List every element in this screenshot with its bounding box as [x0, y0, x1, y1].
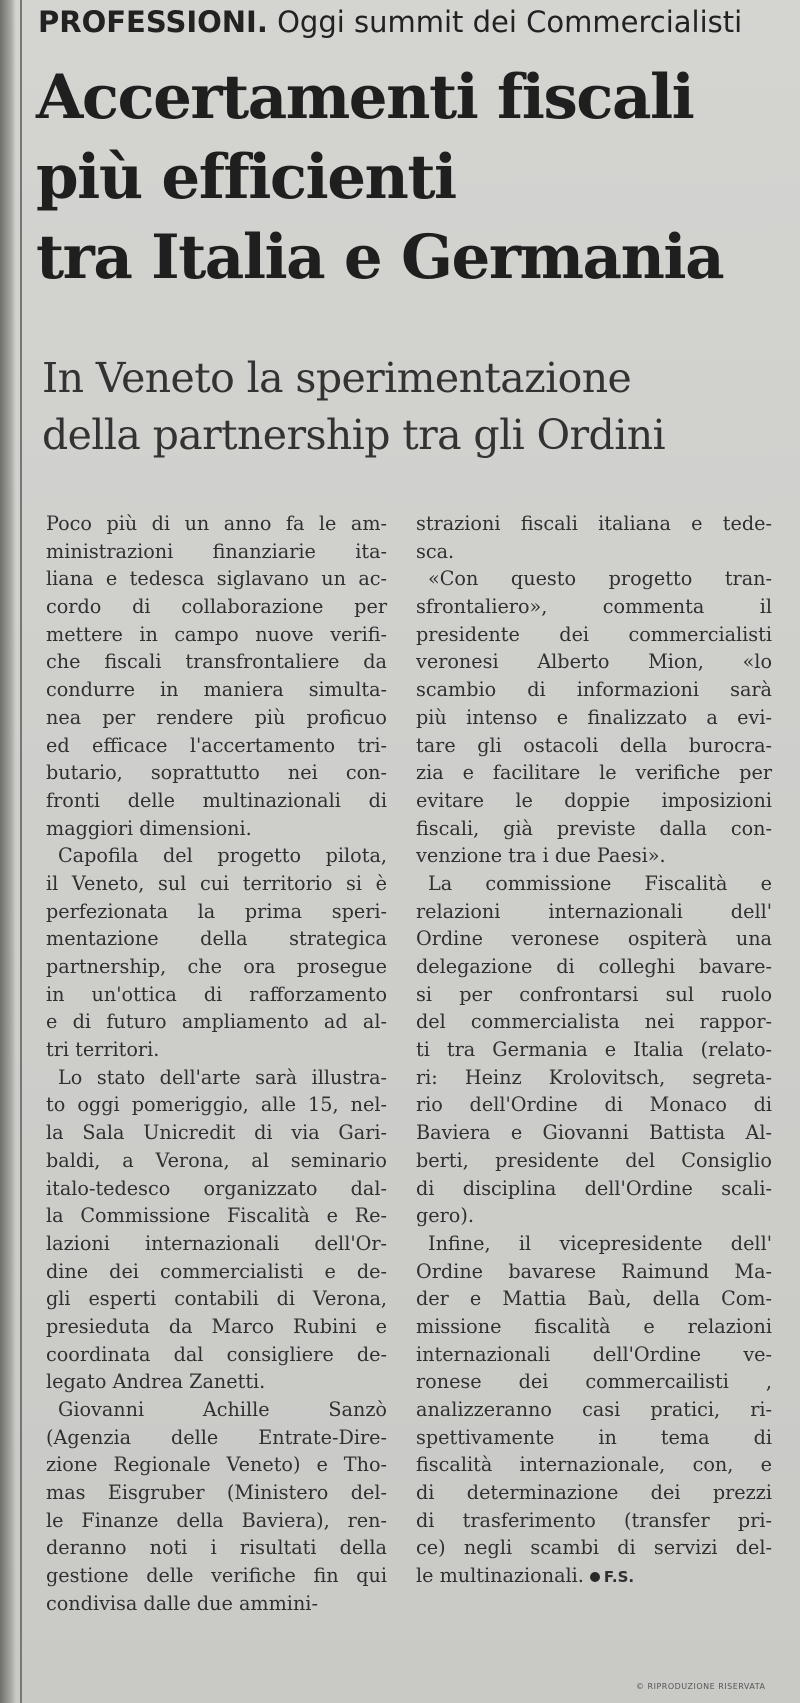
text-line: spettivamente in tema di — [416, 1425, 772, 1449]
headline-line: tra Italia e Germania — [36, 222, 724, 293]
text-line: condurre in maniera simulta- — [46, 678, 387, 702]
text-line: di determinazione dei prezzi — [416, 1481, 772, 1505]
kicker-text: Oggi summit dei Commercialisti — [277, 5, 743, 39]
text-line: gero). — [416, 1204, 474, 1228]
text-line: partnership, che ora prosegue — [46, 955, 387, 978]
text-line: rio dell'Ordine di Monaco di — [416, 1093, 772, 1117]
text-line: internazionali dell'Ordine ve- — [416, 1342, 772, 1366]
text-line: ce) negli scambi di servizi del- — [416, 1536, 772, 1560]
text-line: Ordine bavarese Raimund Ma- — [416, 1259, 772, 1283]
text-line: Poco più di un anno fa le am- — [46, 512, 387, 535]
text-line: baldi, a Verona, al seminario — [46, 1148, 387, 1172]
text-line: mas Eisgruber (Ministero del- — [46, 1481, 387, 1505]
text-line: lazioni internazionali dell'Or- — [46, 1231, 387, 1255]
text-line: «Con questo progetto tran- — [428, 567, 772, 591]
page-fold-shadow — [0, 0, 16, 1703]
text-line: legato Andrea Zanetti. — [46, 1370, 266, 1394]
text-line: mentazione della strategica — [46, 927, 387, 951]
column-rule — [20, 0, 22, 1703]
text-line: Giovanni Achille Sanzò — [58, 1398, 387, 1421]
text-line: gli esperti contabili di Verona, — [46, 1287, 387, 1311]
text-line: la Commissione Fiscalità e Re- — [46, 1204, 387, 1228]
subheadline — [42, 350, 782, 464]
text-line: condivisa dalle due ammini- — [46, 1591, 318, 1615]
text-line: Capofila del progetto pilota, — [58, 844, 387, 868]
text-line: missione fiscalità e relazioni — [416, 1314, 772, 1338]
text-line: mettere in campo nuove verifi- — [46, 622, 387, 646]
text-line: deranno noti i risultati della — [46, 1536, 387, 1560]
text-line: delegazione di colleghi bavare- — [416, 955, 772, 978]
text-line: coordinata dal consigliere de- — [46, 1342, 387, 1366]
text-line: in un'ottica di rafforzamento — [46, 982, 387, 1006]
text-line: e di futuro ampliamento ad al- — [46, 1010, 387, 1034]
text-line: evitare le doppie imposizioni — [416, 788, 772, 812]
text-line: Baviera e Giovanni Battista Al- — [416, 1121, 772, 1145]
text-line: Infine, il vicepresidente dell' — [428, 1231, 772, 1255]
text-line: di disciplina dell'Ordine scali- — [416, 1176, 772, 1200]
headline-line: Accertamenti fiscali — [36, 62, 694, 133]
text-line: der e Mattia Baù, della Com- — [416, 1287, 772, 1311]
text-line: gestione delle verifiche fin qui — [46, 1564, 387, 1588]
text-line: presieduta da Marco Rubini e — [46, 1314, 387, 1338]
text-line: Lo stato dell'arte sarà illustra- — [58, 1065, 387, 1089]
text-line: dine dei commercialisti e de- — [46, 1259, 387, 1283]
text-line: berti, presidente del Consiglio — [416, 1148, 772, 1172]
text-line: fiscalità internazionale, con, e — [416, 1453, 772, 1477]
text-line: del commercialista nei rappor- — [416, 1010, 772, 1034]
text-line: (Agenzia delle Entrate-Dire- — [46, 1425, 387, 1449]
text-line: tri territori. — [46, 1038, 160, 1062]
text-line: venzione tra i due Paesi». — [416, 844, 666, 868]
text-line: ministrazioni finanziarie ita- — [46, 539, 387, 563]
text-line: liana e tedesca siglavano un ac- — [46, 567, 387, 591]
end-bullet-icon — [590, 1572, 600, 1582]
text-line: più intenso e finalizzato a evi- — [416, 705, 772, 729]
text-line: veronesi Alberto Mion, «lo — [416, 650, 772, 674]
subhead-line: della partnership tra gli Ordini — [42, 411, 666, 459]
text-line: Ordine veronese ospiterà una — [416, 927, 772, 951]
text-line: presidente dei commercialisti — [416, 622, 772, 646]
text-line: ronese dei commercailisti , — [416, 1370, 772, 1394]
text-line: relazioni internazionali dell' — [416, 899, 772, 923]
body-column-1 — [46, 510, 387, 1618]
author-signature: F.S. — [603, 1568, 635, 1587]
headline — [36, 58, 796, 298]
text-line: sca. — [416, 539, 455, 563]
text-line — [416, 1562, 772, 1590]
text-line: butario, soprattutto nei con- — [46, 761, 387, 785]
text-line: maggiori dimensioni. — [46, 816, 252, 840]
text-line: cordo di collaborazione per — [46, 595, 387, 619]
text-line: fronti delle multinazionali di — [46, 788, 387, 812]
copyright-notice: © RIPRODUZIONE RISERVATA — [636, 1682, 766, 1691]
text-line: la Sala Unicredit di via Gari- — [46, 1121, 387, 1145]
text-line: ti tra Germania e Italia (relato- — [416, 1038, 772, 1062]
subhead-line: In Veneto la sperimentazione — [42, 354, 632, 402]
text-line: scambio di informazioni sarà — [416, 678, 772, 702]
text-line: italo-tedesco organizzato dal- — [46, 1176, 387, 1200]
text-line: analizzeranno casi pratici, ri- — [416, 1398, 772, 1421]
text-line: fiscali, già previste dalla con- — [416, 816, 772, 840]
text-line: ed efficace l'accertamento tri- — [46, 733, 387, 757]
text-line: La commissione Fiscalità e — [428, 871, 772, 895]
text-line: tare gli ostacoli della burocra- — [416, 733, 772, 757]
text-line: nea per rendere più proficuo — [46, 705, 387, 729]
line-text: le multinazionali. — [416, 1564, 584, 1588]
text-line: zione Regionale Veneto) e Tho- — [46, 1453, 387, 1477]
text-line: il Veneto, sul cui territorio si è — [46, 871, 387, 895]
text-line: sfrontaliero», commenta il — [416, 595, 772, 619]
body-column-2 — [416, 510, 772, 1590]
text-line: to oggi pomeriggio, alle 15, nel- — [46, 1093, 387, 1117]
text-line: di trasferimento (transfer pri- — [416, 1508, 772, 1532]
text-line: si per confrontarsi sul ruolo — [416, 982, 772, 1006]
text-line: le Finanze della Baviera), ren- — [46, 1508, 387, 1532]
kicker-label: PROFESSIONI. — [38, 5, 268, 39]
text-line: strazioni fiscali italiana e tede- — [416, 512, 772, 535]
text-line: che fiscali transfrontaliere da — [46, 650, 387, 674]
text-line: zia e facilitare le verifiche per — [416, 761, 772, 785]
kicker — [38, 2, 778, 42]
headline-line: più efficienti — [36, 142, 456, 213]
text-line: ri: Heinz Krolovitsch, segreta- — [416, 1065, 772, 1089]
text-line: perfezionata la prima speri- — [46, 899, 387, 923]
